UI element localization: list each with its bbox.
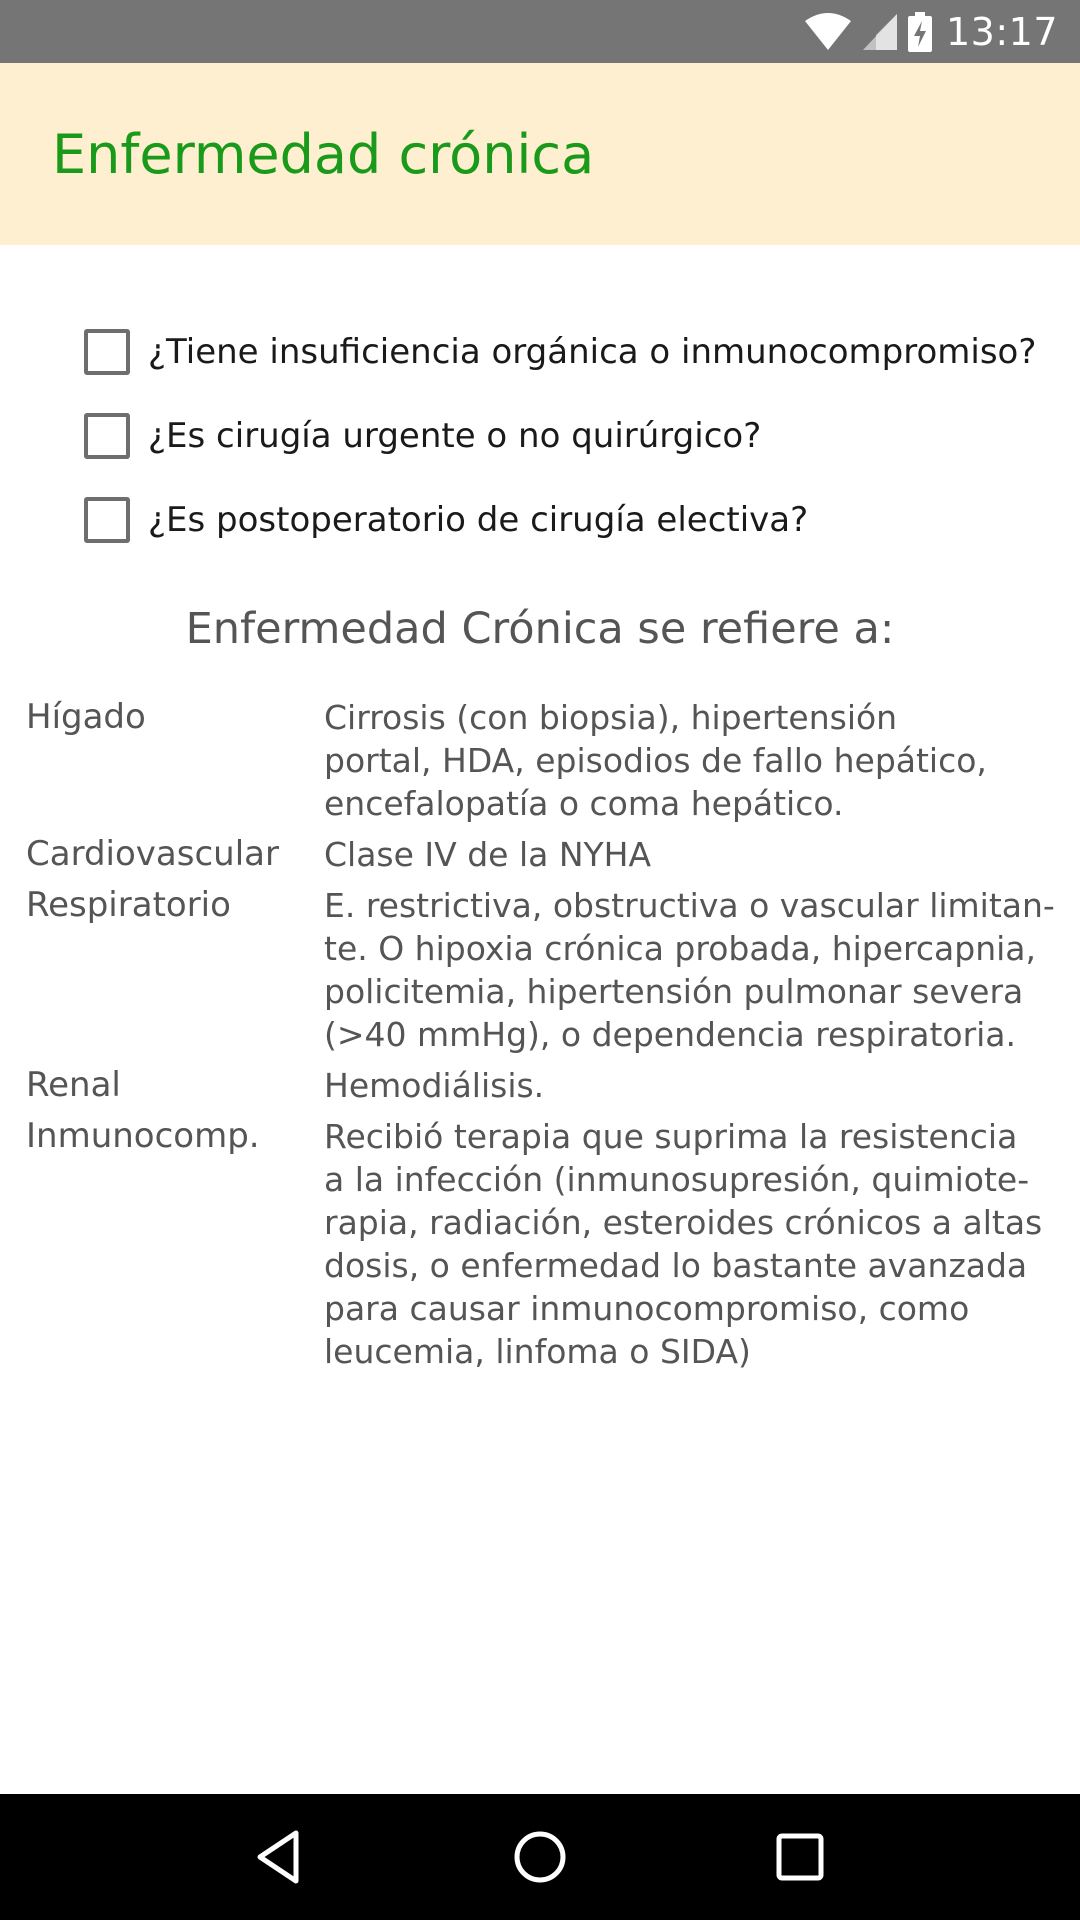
checkbox-row-elective-postop[interactable] [84, 478, 1064, 562]
description-line: Cirrosis (con biopsia), hipertensión [324, 698, 898, 737]
battery-charging-icon [908, 12, 932, 52]
app-header [0, 63, 1080, 245]
description-line: te. O hipoxia crónica probada, hipercapnia, [324, 929, 1036, 968]
definitions-table [26, 696, 1056, 1381]
definition-description [324, 833, 1056, 876]
signal-icon [862, 13, 898, 51]
description-line: dosis, o enfermedad lo bastante avanzada [324, 1246, 1028, 1285]
checkbox-label: ¿Es cirugía urgente o no quirúrgico? [148, 416, 762, 456]
definition-term: Renal [26, 1065, 121, 1105]
section-title: Enfermedad Crónica se refiere a: [185, 604, 895, 654]
definition-description [324, 1064, 1056, 1107]
definition-row-respiratory [26, 884, 1056, 1056]
description-line: E. restrictiva, obstructiva o vascular limitan- [324, 886, 1055, 925]
description-line: leucemia, linfoma o SIDA) [324, 1332, 751, 1371]
definition-term: Cardiovascular [26, 834, 279, 874]
description-line: rapia, radiación, esteroides crónicos a altas [324, 1203, 1043, 1242]
description-line: para causar inmunocompromiso, como [324, 1289, 970, 1328]
checkbox-row-organ-failure[interactable] [84, 310, 1064, 394]
checkbox-urgent-surgery[interactable] [84, 413, 130, 459]
description-line: Hemodiálisis. [324, 1066, 545, 1105]
description-line: Recibió terapia que suprima la resistencia [324, 1117, 1018, 1156]
definition-term: Inmunocomp. [26, 1116, 260, 1156]
description-line: policitemia, hipertensión pulmonar severa [324, 972, 1024, 1011]
definition-term: Hígado [26, 697, 146, 737]
definition-row-immunocompromise [26, 1115, 1056, 1373]
home-icon [510, 1827, 570, 1887]
checklist [84, 310, 1064, 562]
wifi-icon [804, 13, 852, 51]
status-bar [0, 0, 1080, 63]
definition-description [324, 884, 1056, 1056]
navigation-bar [0, 1794, 1080, 1920]
description-line: (>40 mmHg), o dependencia respiratoria. [324, 1015, 1017, 1054]
checkbox-label: ¿Es postoperatorio de cirugía electiva? [148, 500, 809, 540]
checkbox-organ-failure[interactable] [84, 329, 130, 375]
home-button[interactable] [495, 1812, 585, 1902]
description-line: a la infección (inmunosupresión, quimiote- [324, 1160, 1030, 1199]
description-line: Clase IV de la NYHA [324, 835, 652, 874]
status-time: 13:17 [945, 9, 1058, 54]
recents-button[interactable] [755, 1812, 845, 1902]
page-title: Enfermedad crónica [52, 122, 595, 186]
description-line: portal, HDA, episodios de fallo hepático, [324, 741, 987, 780]
definition-row-liver [26, 696, 1056, 825]
checkbox-label: ¿Tiene insuficiencia orgánica o inmunocompromiso? [148, 332, 1037, 372]
definition-description [324, 1115, 1056, 1373]
definition-row-cardiovascular [26, 833, 1056, 876]
back-icon [250, 1827, 310, 1887]
definition-row-renal [26, 1064, 1056, 1107]
definition-description [324, 696, 1056, 825]
recents-icon [770, 1827, 830, 1887]
checkbox-elective-postop[interactable] [84, 497, 130, 543]
definition-term: Respiratorio [26, 885, 231, 925]
description-line: encefalopatía o coma hepático. [324, 784, 844, 823]
back-button[interactable] [235, 1812, 325, 1902]
checkbox-row-urgent-surgery[interactable] [84, 394, 1064, 478]
